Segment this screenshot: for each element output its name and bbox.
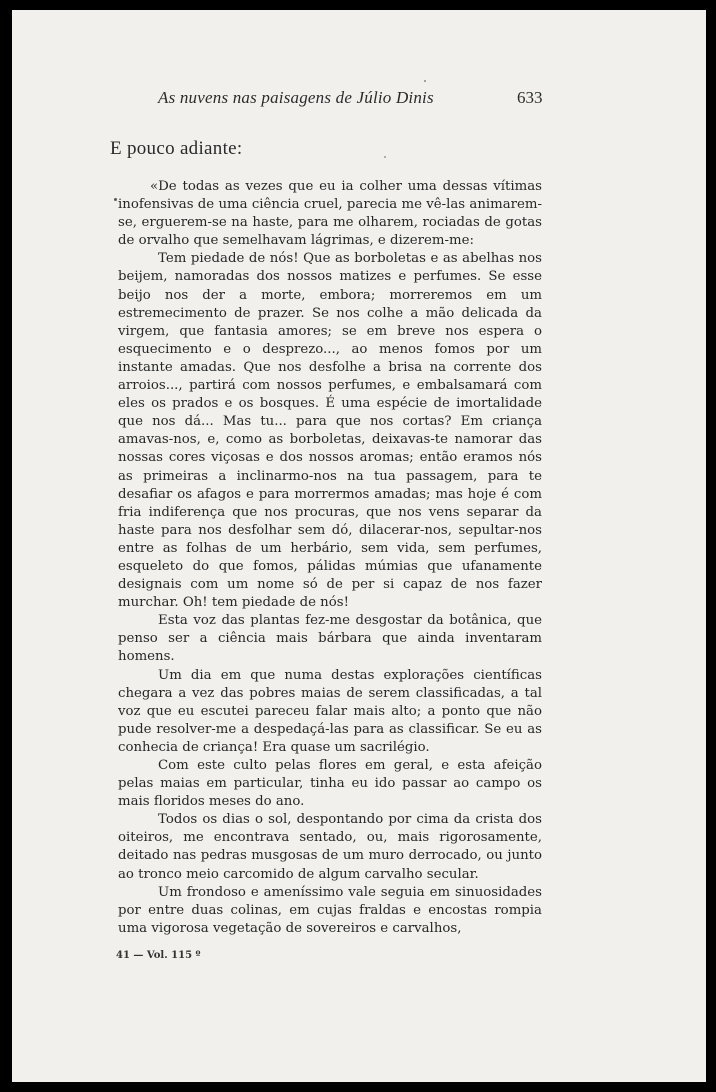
ink-speck	[114, 198, 117, 201]
intro-line: E pouco adiante:	[110, 138, 243, 159]
paragraph-3: Esta voz das plantas fez-me desgostar da botânica, que penso ser a ciência mais bárbara que ainda inventaram homens.	[118, 613, 542, 665]
body-text	[118, 178, 542, 938]
running-head-title: As nuvens nas paisagens de Júlio Dinis	[158, 88, 434, 107]
paragraph-7: Um frondoso e ameníssimo vale seguia em sinuosidades por entre duas colinas, em cujas fraldas e encostas rompia uma vigorosa vegetação de sovereiros e carvalhos,	[118, 884, 542, 936]
paragraph-4: Um dia em que numa destas explorações científicas chegara a vez das pobres maias de serem classificadas, a tal voz que eu escutei pareceu falar mais alto; a ponto que não pude resolver-me a despedaçá-las para as classificar. Se eu as conhecia de criança! Era quase um sacrilégio.	[118, 667, 542, 755]
ink-speck	[384, 156, 386, 158]
page-content	[12, 10, 706, 1082]
ink-speck	[424, 80, 426, 82]
paragraph-1: «De todas as vezes que eu ia colher uma dessas vítimas inofensivas de uma ciência cruel, parecia me vê-las animarem-se, erguerem-se na haste, para me olharem, rociadas de gotas de orvalho que semelhavam lágrimas, e dizerem-me:	[118, 179, 542, 249]
paragraph-6: Todos os dias o sol, despontando por cima da crista dos oiteiros, me encontrava sentado, ou, mais rigorosamente, deitado nas pedras musgosas de um muro derrocado, ou junto ao tronco meio carcomido de algum carvalho secular.	[118, 812, 542, 882]
paragraph-5: Com este culto pelas flores em geral, e esta afeição pelas maias em particular, tinha eu ido passar ao campo os mais floridos meses do ano.	[118, 758, 542, 810]
footer-signature: 41 — Vol. 115 º	[116, 950, 201, 961]
page-number: 633	[517, 88, 543, 107]
scanned-page	[12, 10, 706, 1082]
paragraph-2: Tem piedade de nós! Que as borboletas e as abelhas nos beijem, namoradas dos nossos matizes e perfumes. Se esse beijo nos der a morte, embora; morreremos em um estremecimento de prazer. Se nos colhe a mão delicada da virgem, que fantasia amores; se em breve nos espera o esquecimento e o desprezo..., ao menos fomos por um instante amadas. Que nos desfolhe a brisa na corrente dos arroios..., partirá com nossos perfumes, e embalsamará com eles os prados e os bosques. É uma espécie de imortalidade que nos dá... Mas tu... para que nos cortas? Em criança amavas-nos, e, como as borboletas, deixavas-te namorar das nossas cores viçosas e dos nossos aromas; então eramos nós as primeiras a inclinarmo-nos na tua passagem, para te desafiar os afagos e para morrermos amadas; mas hoje é com fria indiferença que nos procuras, que nos vens separar da haste para nos desfolhar sem dó, dilacerar-nos, sepultar-nos entre as folhas de um herbário, sem vida, sem perfumes, esqueleto do que fomos, pálidas múmias que ufanamente designais com um nome só de per si capaz de nos fazer murchar. Oh! tem piedade de nós!	[118, 251, 542, 611]
